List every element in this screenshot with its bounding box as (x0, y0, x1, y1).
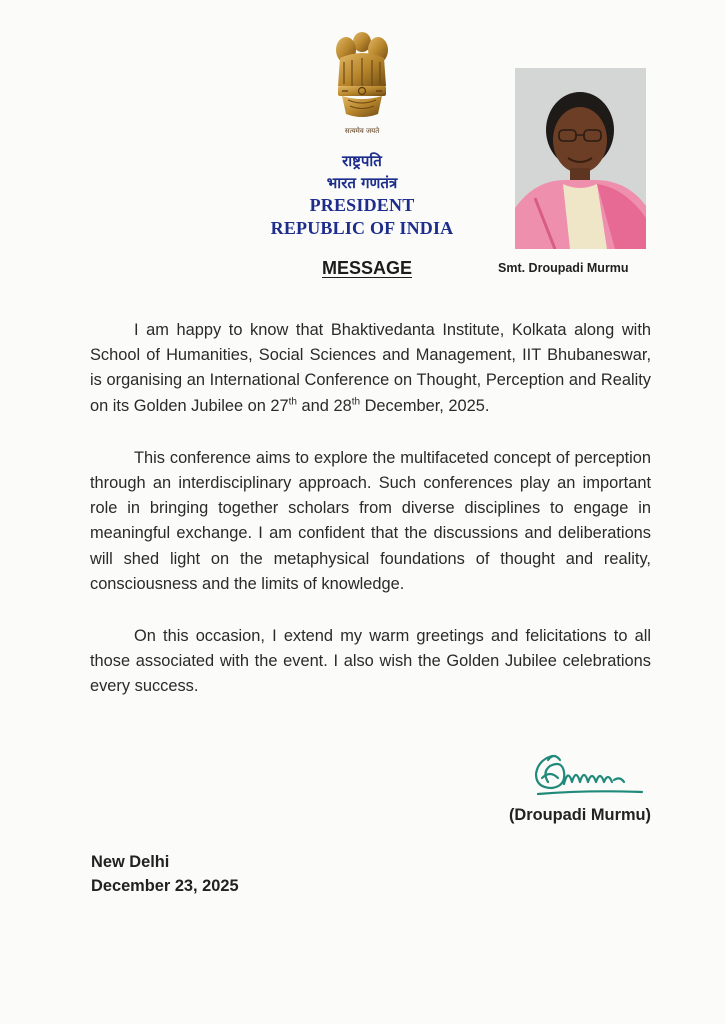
paragraph-1-text: and 28 (297, 396, 352, 415)
ordinal-suffix: th (288, 396, 297, 408)
message-body (90, 318, 651, 727)
photo-caption: Smt. Droupadi Murmu (498, 261, 629, 275)
office-hindi-republic: भारत गणतंत्र (326, 174, 398, 192)
place-date-block (91, 850, 239, 898)
signature-icon (528, 748, 646, 804)
message-heading: MESSAGE (322, 258, 413, 278)
ordinal-suffix: th (351, 396, 361, 408)
national-emblem (328, 28, 396, 140)
message-paragraph-3: On this occasion, I extend my warm greetings and felicitations to all those associated with the event. I also wish the Golden Jubilee celebrations every success. (90, 627, 651, 696)
person-portrait-icon (515, 68, 646, 249)
portrait-photo (515, 68, 646, 249)
office-heading (262, 150, 462, 240)
signatory-name: (Droupadi Murmu) (508, 806, 651, 824)
lion-capital-icon (328, 28, 396, 128)
paragraph-1-text: I am happy to know that Bhaktivedanta Institute, Kolkata along with School of Humanities, Social Sciences and Management, IIT Bhubaneswar, is organising an International Conference on Thought, Perception and Reality on its Golden Jubilee on 27 (90, 321, 651, 415)
paragraph-1-text: December, 2025. (360, 396, 490, 415)
message-paragraph-1 (90, 318, 651, 419)
office-hindi-president: राष्ट्रपति (342, 152, 382, 170)
date: December 23, 2025 (91, 877, 239, 895)
office-english-republic: REPUBLIC OF INDIA (270, 218, 454, 238)
message-paragraph-2: This conference aims to explore the multifaceted concept of perception through an interdisciplinary approach. Such conferences play an important role in bringing together scholars from diverse disciplines to engage in meaningful exchange. I am confident that the discussions and deliberations will shed light on the metaphysical foundations of thought and reality, consciousness and the limits of knowledge. (90, 448, 651, 593)
place: New Delhi (91, 853, 170, 871)
handwritten-signature (528, 748, 646, 804)
emblem-motto: सत्यमेव जयते (344, 127, 380, 135)
office-english-president: PRESIDENT (309, 195, 415, 215)
